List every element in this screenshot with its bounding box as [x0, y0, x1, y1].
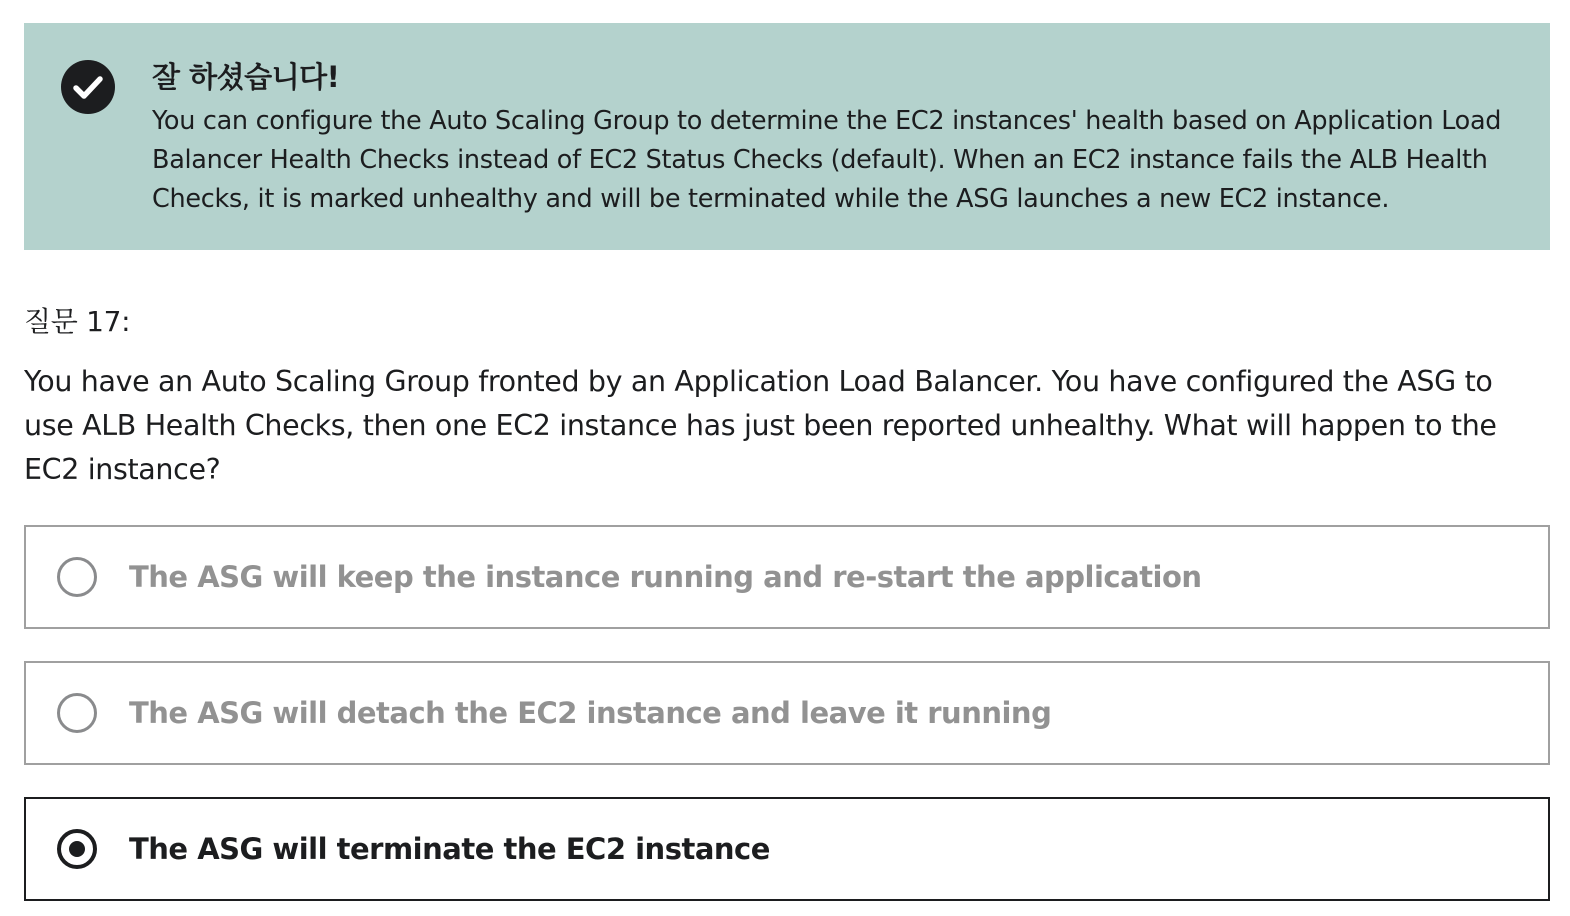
- check-circle-icon: [61, 60, 115, 114]
- feedback-title: 잘 하셨습니다!: [152, 60, 340, 94]
- radio-button[interactable]: [57, 693, 97, 733]
- question-text: You have an Auto Scaling Group fronted by an Application Load Balancer. You have configured the ASG to use ALB Health Checks, then one EC2 instance has just been reported unhealthy. What will happen to the EC2 instance?: [24, 365, 1497, 486]
- radio-button[interactable]: [57, 557, 97, 597]
- radio-selected-dot: [69, 841, 85, 857]
- feedback-explanation: You can configure the Auto Scaling Group to determine the EC2 instances' health based on Application Load Balancer Health Checks instead of EC2 Status Checks (default). When an EC2 instance fails the ALB Health Checks, it is marked unhealthy and will be terminated while the ASG launches a new EC2 instance.: [152, 106, 1502, 214]
- answer-option-3[interactable]: [24, 797, 1550, 901]
- answer-option-2[interactable]: [24, 661, 1550, 765]
- answer-option-1[interactable]: [24, 525, 1550, 629]
- radio-button-selected[interactable]: [57, 829, 97, 869]
- answer-option-label: The ASG will detach the EC2 instance and leave it running: [129, 696, 1052, 730]
- question-number: 질문 17:: [24, 305, 131, 338]
- answer-option-label: The ASG will keep the instance running and re-start the application: [129, 560, 1202, 594]
- feedback-banner: [24, 23, 1550, 250]
- answer-option-label: The ASG will terminate the EC2 instance: [129, 832, 770, 866]
